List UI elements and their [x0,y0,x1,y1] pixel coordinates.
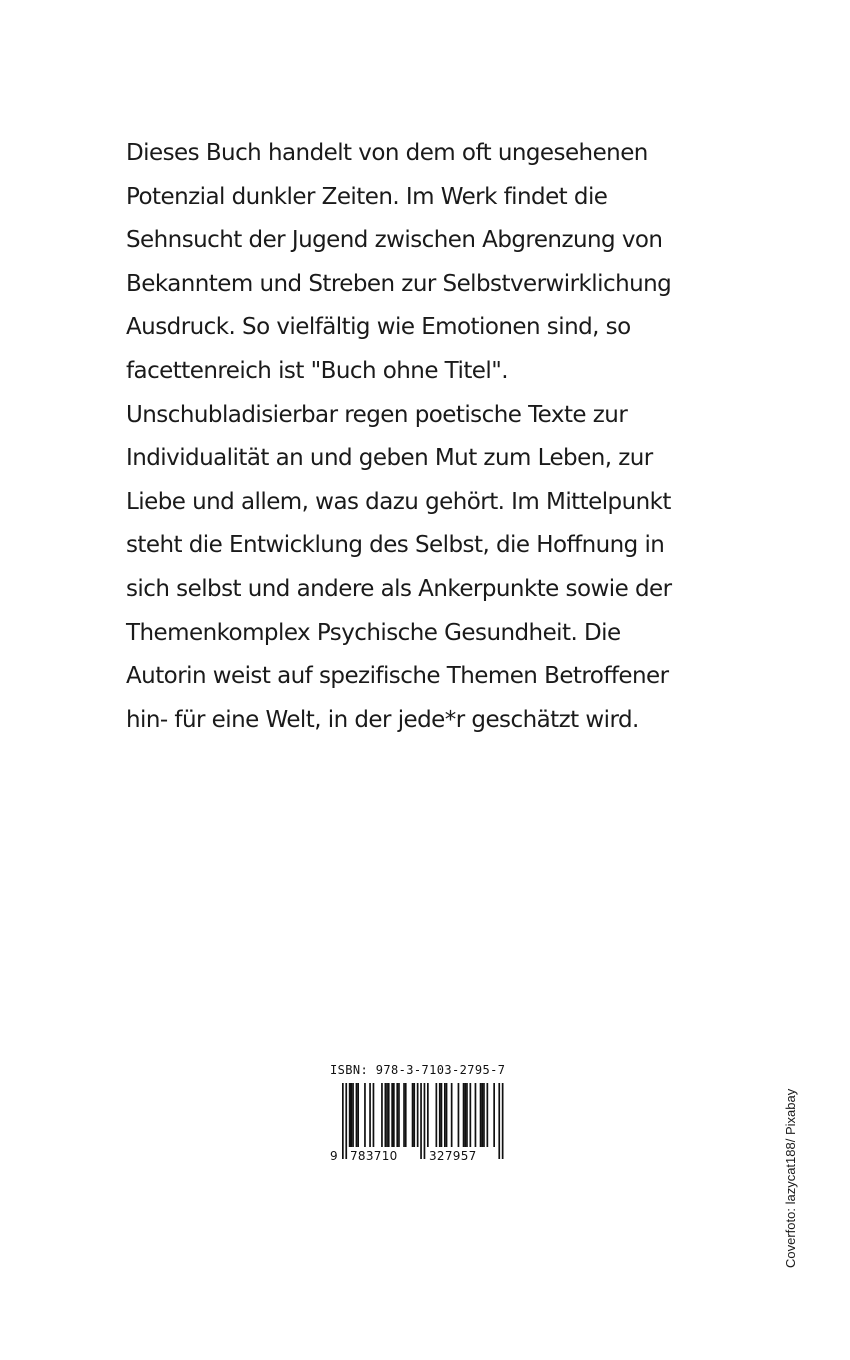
barcode-bar [357,1083,359,1147]
barcode-bar [451,1083,453,1147]
blurb-line: Individualität an und geben Mut zum Leben, zur [126,445,653,472]
barcode-bar [498,1083,500,1159]
blurb-line: Sehnsucht der Jugend zwischen Abgrenzung von [126,227,663,254]
barcode-bar [464,1083,466,1147]
back-cover-blurb [126,132,726,742]
barcode-bar [393,1083,395,1147]
barcode-bar [412,1083,414,1147]
barcode-right-digits: 327957 [429,1149,477,1163]
barcode-bar [349,1083,351,1147]
barcode-left-digits: 783710 [350,1149,398,1163]
barcode-bar [466,1083,468,1147]
barcode-bar [446,1083,448,1147]
barcode-bar [364,1083,366,1147]
barcode-bar [458,1083,460,1147]
barcode-bar [487,1083,489,1147]
barcode-bar [444,1083,446,1147]
barcode-bar [369,1083,371,1147]
barcode-bar [427,1083,429,1147]
barcode-bar [441,1083,443,1147]
blurb-line: Autorin weist auf spezifische Themen Betroffener [126,663,669,690]
barcode-bar [475,1083,477,1147]
isbn-barcode-block [330,1063,520,1167]
barcode-bar [480,1083,482,1147]
cover-photo-credit: Coverfoto: lazycat188/ Pixabay [783,1088,798,1268]
barcode-bar [483,1083,485,1147]
blurb-line: Unschubladisierbar regen poetische Texte zur [126,401,628,428]
barcode-bar [470,1083,472,1147]
barcode-bar [413,1083,415,1147]
barcode-bar [386,1083,388,1147]
blurb-line: Ausdruck. So vielfältig wie Emotionen sind, so [126,314,631,341]
blurb-line: steht die Entwicklung des Selbst, die Hoffnung in [126,532,665,559]
barcode-bar [405,1083,407,1147]
barcode-bar [391,1083,393,1147]
barcode-bar [439,1083,441,1147]
barcode-bar [388,1083,390,1147]
barcode-bar [342,1083,344,1159]
blurb-line: hin- für eine Welt, in der jede*r geschätzt wird. [126,706,639,733]
barcode-bar [481,1083,483,1147]
barcode-bar [385,1083,387,1147]
blurb-line: Dieses Buch handelt von dem oft ungesehenen [126,140,648,166]
blurb-line: Potenzial dunkler Zeiten. Im Werk findet die [126,183,608,210]
barcode-bar [345,1083,347,1159]
barcode-bar [463,1083,465,1147]
barcode-bar [424,1083,426,1159]
blurb-line: facettenreich ist "Buch ohne Titel". [126,357,509,384]
barcode-bar [420,1083,422,1159]
blurb-line: Themenkomplex Psychische Gesundheit. Die [126,619,621,646]
barcode-bar [356,1083,358,1147]
barcode-bar [373,1083,375,1147]
barcode-bar [502,1083,504,1159]
barcode-bar [396,1083,398,1147]
barcode-bar [398,1083,400,1147]
barcode-bar [417,1083,419,1147]
barcode-first-digit: 9 [330,1149,338,1163]
barcode-bar [351,1083,353,1147]
barcode-bar [403,1083,405,1147]
isbn-label: ISBN: 978-3-7103-2795-7 [330,1063,506,1077]
barcode-row [330,1083,520,1167]
barcode-bar [436,1083,438,1147]
barcode-bar [381,1083,383,1147]
blurb-line: sich selbst und andere als Ankerpunkte sowie der [126,575,672,602]
blurb-line: Bekanntem und Streben zur Selbstverwirklichung [126,270,672,297]
barcode-bar [352,1083,354,1147]
blurb-line: Liebe und allem, was dazu gehört. Im Mittelpunkt [126,488,671,515]
barcode-bar [493,1083,495,1147]
